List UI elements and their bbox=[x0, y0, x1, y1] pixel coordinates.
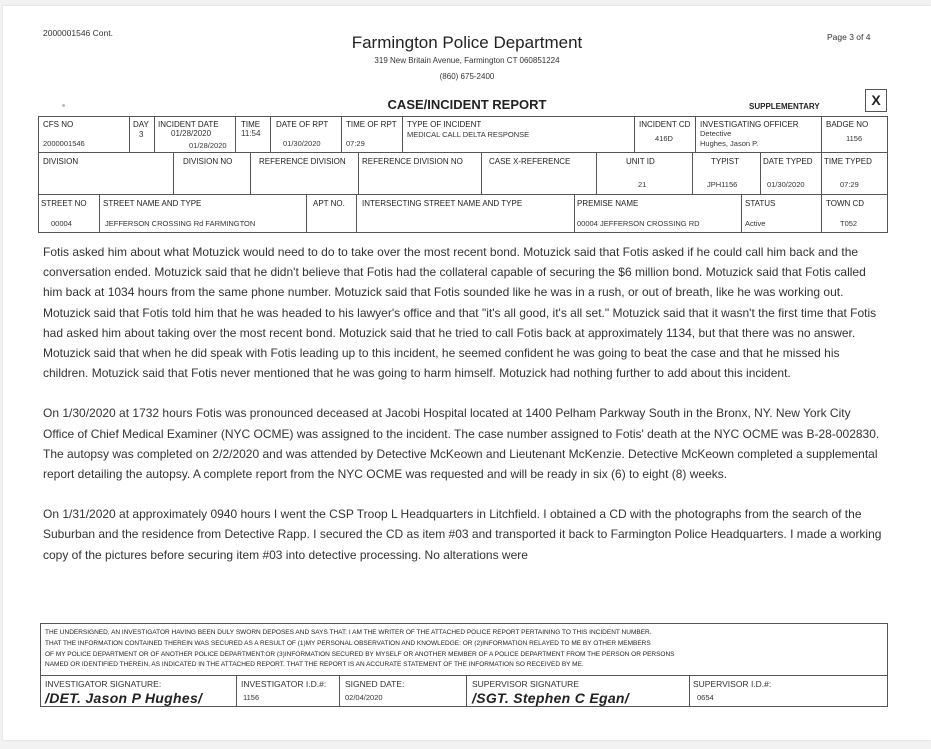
incident-type-cell bbox=[402, 116, 635, 153]
apt-no-label: APT NO. bbox=[313, 199, 345, 208]
investigator-id-cell bbox=[236, 675, 340, 707]
intersecting-street-cell bbox=[356, 194, 575, 233]
department-name: Farmington Police Department bbox=[351, 33, 583, 52]
premise-name-value: 00004 JEFFERSON CROSSING RD bbox=[577, 219, 700, 228]
badge-no-cell bbox=[821, 116, 888, 153]
date-of-report-cell bbox=[270, 116, 342, 153]
street-no-label: STREET NO bbox=[41, 199, 87, 208]
status-label: STATUS bbox=[745, 199, 776, 208]
supervisor-id-value: 0654 bbox=[697, 693, 714, 702]
street-name-value: JEFFERSON CROSSING Rd FARMINGTON bbox=[105, 219, 256, 228]
date-typed-label: DATE TYPED bbox=[763, 157, 813, 166]
incident-date-label: INCIDENT DATE bbox=[158, 120, 219, 129]
day-value: 3 bbox=[139, 130, 144, 139]
department-address: 319 New Britain Avenue, Farmington CT 060851224 bbox=[374, 56, 560, 65]
typist-label: TYPIST bbox=[711, 157, 740, 166]
incident-code-cell bbox=[634, 116, 696, 153]
time-label: TIME bbox=[241, 120, 261, 129]
reference-division-no-label: REFERENCE DIVISION NO bbox=[362, 157, 463, 166]
badge-no-value: 1156 bbox=[846, 134, 863, 143]
signed-date-cell bbox=[339, 675, 467, 707]
premise-name-label: PREMISE NAME bbox=[577, 199, 639, 208]
reference-division-label: REFERENCE DIVISION bbox=[259, 157, 346, 166]
unit-id-label: UNIT ID bbox=[626, 157, 655, 166]
report-type-label: SUPPLEMENTARY bbox=[749, 102, 820, 111]
cfs-no-value: 2000001546 bbox=[43, 139, 85, 148]
officer-rank-value: Detective bbox=[700, 129, 732, 138]
page-number: Page 3 of 4 bbox=[827, 32, 871, 42]
town-code-cell bbox=[821, 194, 888, 233]
narrative-paragraph: On 1/30/2020 at 1732 hours Fotis was pronounced deceased at Jacobi Hospital located at 1400 Pelham Parkway South in the Bronx, NY. New York City Office of Chief Medical Examiner (NYC OCME) was assigned to the incident. The case number assigned to Fotis' death at the NYC OCME was B-28-002830. The autopsy was completed on 2/2/2020 and was attended by Detective McKeown and Lieutenant McKenzie. Detective McKeown completed a supplemental report detailing the autopsy. A complete report from the NYC OCME was requested and will be ready in six (6) to eight (8) weeks. bbox=[43, 406, 880, 482]
officer-name-value: Hughes, Jason P. bbox=[700, 139, 759, 148]
town-code-value: T052 bbox=[840, 219, 858, 228]
intersecting-street-label: INTERSECTING STREET NAME AND TYPE bbox=[362, 199, 523, 208]
unit-id-cell bbox=[596, 152, 693, 195]
supervisor-signature-label: SUPERVISOR SIGNATURE bbox=[472, 679, 579, 689]
case-continuation: 2000001546 Cont. bbox=[43, 28, 113, 38]
case-xref-cell bbox=[481, 152, 597, 195]
status-value: Active bbox=[745, 219, 766, 228]
typist-value: JPH1156 bbox=[707, 180, 738, 189]
supervisor-id-label: SUPERVISOR I.D.#: bbox=[693, 679, 772, 689]
case-xref-label: CASE X-REFERENCE bbox=[489, 157, 571, 166]
investigator-id-label: INVESTIGATOR I.D.#: bbox=[241, 679, 327, 689]
status-cell bbox=[741, 194, 822, 233]
town-code-label: TOWN CD bbox=[826, 199, 865, 208]
badge-no-label: BADGE NO bbox=[826, 120, 869, 129]
incident-date-cell bbox=[154, 116, 236, 153]
investigator-signature-label: INVESTIGATOR SIGNATURE: bbox=[45, 679, 162, 689]
day-cell bbox=[129, 116, 155, 153]
street-no-value: 00004 bbox=[51, 219, 72, 228]
time-cell bbox=[235, 116, 271, 153]
cfs-no-cell bbox=[38, 116, 130, 153]
investigator-signature-cell bbox=[40, 675, 237, 707]
supervisor-signature-cell bbox=[466, 675, 690, 707]
certification-statement bbox=[40, 623, 888, 676]
narrative-paragraph: On 1/31/2020 at approximately 0940 hours I went the CSP Troop L Headquarters in Litchfield. I obtained a CD with the photographs from the search of the Suburban and the residence from Detective Rapp. I secured the CD as item #03 and transported it back to Farmington Police Headquarters. I made a working copy of the pictures before securing item #03 into detective processing. No alterations were bbox=[43, 507, 882, 562]
day-label: DAY bbox=[133, 120, 149, 129]
certification-line: THAT THE INFORMATION CONTAINED THEREIN WAS SECURED AS A RESULT OF (1)MY PERSONAL OBSERVATION AND KNOWLEDGE: OR (2)INFORMATION RELAYED TO ME BY OTHER MEMBERS bbox=[45, 639, 651, 647]
division-no-label: DIVISION NO bbox=[183, 157, 233, 166]
investigator-id-value: 1156 bbox=[243, 693, 260, 702]
investigator-signature: /DET. Jason P Hughes/ bbox=[45, 690, 203, 706]
reference-division-no-cell bbox=[358, 152, 482, 195]
apt-no-cell bbox=[306, 194, 357, 233]
department-phone: (860) 675-2400 bbox=[439, 72, 495, 81]
time-typed-value: 07:29 bbox=[840, 180, 859, 189]
date-of-report-value: 01/30/2020 bbox=[283, 139, 321, 148]
cfs-no-label: CFS NO bbox=[43, 120, 74, 129]
time-typed-cell bbox=[821, 152, 888, 195]
incident-type-value: MEDICAL CALL DELTA RESPONSE bbox=[407, 130, 530, 139]
division-no-cell bbox=[173, 152, 251, 195]
narrative bbox=[43, 242, 885, 585]
incident-end-date-value: 01/28/2020 bbox=[189, 141, 227, 150]
time-of-report-cell bbox=[341, 116, 403, 153]
street-name-label: STREET NAME AND TYPE bbox=[103, 199, 202, 208]
premise-name-cell bbox=[574, 194, 742, 233]
street-name-cell bbox=[99, 194, 307, 233]
date-typed-value: 01/30/2020 bbox=[767, 180, 805, 189]
investigating-officer-cell bbox=[695, 116, 822, 153]
report-page bbox=[3, 6, 931, 740]
time-value: 11:54 bbox=[241, 129, 261, 138]
time-typed-label: TIME TYPED bbox=[824, 157, 872, 166]
incident-date-value: 01/28/2020 bbox=[171, 129, 212, 138]
incident-code-value: 416D bbox=[655, 134, 673, 143]
division-label: DIVISION bbox=[43, 157, 79, 166]
report-title: CASE/INCIDENT REPORT bbox=[387, 97, 547, 112]
signed-date-value: 02/04/2020 bbox=[345, 693, 383, 702]
certification-line: NAMED OR IDENTIFIED THEREIN, AS INDICATED IN THE ATTACHED REPORT. THAT THE REPORT IS AN ACCURATE STATEMENT OF THE INFORMATION SO RECEIVED BY ME. bbox=[45, 661, 584, 669]
date-of-report-label: DATE OF RPT bbox=[276, 120, 329, 129]
investigating-officer-label: INVESTIGATING OFFICER bbox=[700, 120, 799, 129]
certification-line: THE UNDERSIGNED, AN INVESTIGATOR HAVING BEEN DULY SWORN DEPOSES AND SAYS THAT: I AM THE WRITER OF THE ATTACHED POLICE REPORT PERTAINING TO THIS INCIDENT NUMBER. bbox=[45, 629, 652, 636]
date-typed-cell bbox=[760, 152, 822, 195]
division-cell bbox=[38, 152, 174, 195]
incident-type-label: TYPE OF INCIDENT bbox=[407, 120, 482, 129]
supplementary-checkbox: X bbox=[865, 89, 887, 112]
reference-division-cell bbox=[250, 152, 359, 195]
unit-id-value: 21 bbox=[638, 180, 647, 189]
supervisor-id-cell bbox=[689, 675, 888, 707]
time-of-report-value: 07:29 bbox=[346, 139, 365, 148]
typist-cell bbox=[692, 152, 761, 195]
street-no-cell bbox=[38, 194, 100, 233]
time-of-report-label: TIME OF RPT bbox=[346, 120, 397, 129]
incident-code-label: INCIDENT CD bbox=[639, 120, 691, 129]
supervisor-signature: /SGT. Stephen C Egan/ bbox=[472, 690, 629, 706]
certification-line: OF MY POLICE DEPARTMENT OR OF ANOTHER POLICE DEPARTMENT:OR (3)INFORMATION SECURED BY MYSELF OR ANOTHER MEMBER OF A POLICE DEPARTMENT FROM THE PERSON OR PERSONS bbox=[45, 650, 675, 658]
narrative-paragraph: Fotis asked him about what Motuzick would need to do to take over the most recent bond. Motuzick said that Fotis asked if he could call him back and the conversation ended. Motuzick said that he didn't believe that Fotis had the collateral capable of securing the $6 million bond. Motuzick said that Fotis called him back at 1034 hours from the same phone number. Motuzick said that Fotis sounded like he was in a rush, or out of breath, like he was working out. Motuzick said that Fotis told him that he was headed to his lawyer's office and that "it's all good, it's all set." Motuzick said that it wasn't the first time that Fotis had asked him about taking over the most recent bond. Motuzick said that he tried to call Fotis back at approximately 1134, but that there was no answer. Motuzick said that when he did speak with Fotis leading up to this incident, he seemed confident he was going to beat the case and that he missed his children. Motuzick said that Fotis never mentioned that he was going to harm himself. Motuzick had nothing further to add about this incident. bbox=[43, 245, 877, 381]
signed-date-label: SIGNED DATE: bbox=[345, 679, 405, 689]
